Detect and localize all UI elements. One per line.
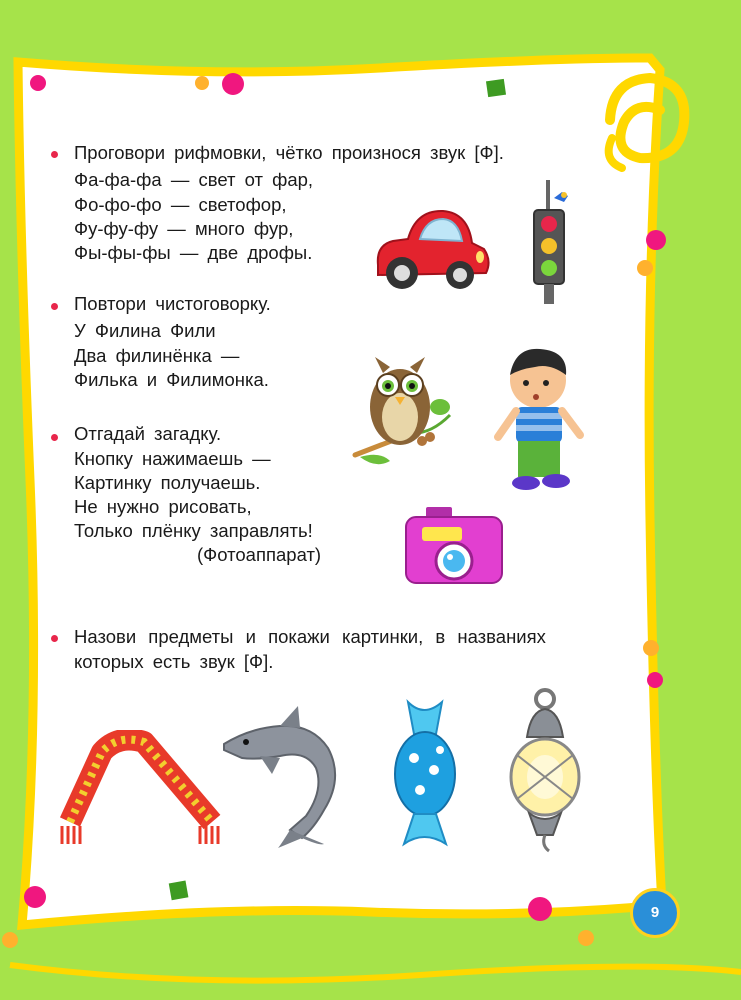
- riddle-answer: (Фотоаппарат): [197, 544, 322, 565]
- rhyme-line: Фы-фы-фы — две дрофы.: [74, 242, 313, 263]
- boy-illustration: [490, 345, 590, 495]
- dolphin-illustration: [220, 698, 350, 848]
- bullet-4: [51, 635, 58, 642]
- tongue-twister-instruction: Повтори чистоговорку.: [74, 293, 271, 314]
- riddle-instruction: Отгадай загадку.: [74, 423, 222, 444]
- scarf-illustration: [58, 730, 228, 850]
- rhyme-line: Фа-фа-фа — свет от фар,: [74, 169, 314, 190]
- naming-instruction: Назови предметы и покажи картинки, в названиях: [74, 626, 546, 647]
- owl-illustration: [350, 345, 462, 470]
- tongue-twister-line: Два филинёнка —: [74, 345, 240, 366]
- rhyme-line: Фо-фо-фо — светофор,: [74, 194, 287, 215]
- rhymes-instruction: Проговори рифмовки, чётко произнося звук [Ф].: [74, 142, 504, 163]
- bullet-2: [51, 303, 58, 310]
- rhyme-line: Фу-фу-фу — много фур,: [74, 218, 294, 239]
- riddle-line: Кнопку нажимаешь —: [74, 448, 271, 469]
- lantern-illustration: [495, 685, 595, 855]
- tongue-twister-line: Филька и Филимонка.: [74, 369, 269, 390]
- candy-illustration: [380, 698, 470, 848]
- traffic-light-illustration: [520, 178, 580, 308]
- tongue-twister-line: У Филина Фили: [74, 320, 216, 341]
- car-illustration: [368, 205, 493, 300]
- riddle-line: Только плёнку заправлять!: [74, 520, 313, 541]
- naming-instruction: которых есть звук [Ф].: [74, 651, 274, 672]
- riddle-line: Картинку получаешь.: [74, 472, 261, 493]
- riddle-line: Не нужно рисовать,: [74, 496, 252, 517]
- camera-illustration: [402, 505, 507, 587]
- bullet-1: [51, 151, 58, 158]
- bullet-3: [51, 434, 58, 441]
- page-number-badge: 9: [630, 888, 680, 938]
